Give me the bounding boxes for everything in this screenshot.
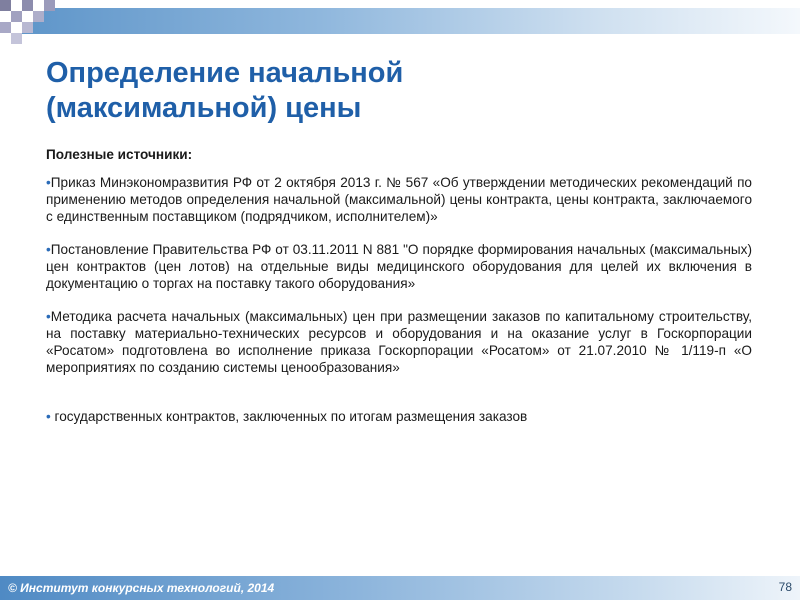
source-item bbox=[46, 241, 752, 292]
decor-square bbox=[11, 22, 22, 33]
slide-content bbox=[46, 146, 752, 441]
source-item bbox=[46, 174, 752, 225]
source-item-text: Методика расчета начальных (максимальных) цен при размещении заказов по капитальному строительству, на поставку материально-технических ресурсов и оборудования и на оказание услуг в Госкорпорации «Росатом» подготовлена во исполнение приказа Госкорпорации «Росатом» от 21.07.2010 № 1/119-п «О мероприятиях по созданию системы ценообразования» bbox=[46, 309, 752, 375]
bullet-icon: • bbox=[46, 309, 51, 324]
decor-square bbox=[11, 0, 22, 11]
decor-square bbox=[0, 0, 11, 11]
decor-square bbox=[11, 11, 22, 22]
decor-square bbox=[0, 22, 11, 33]
slide-title-line-1: Определение начальной bbox=[46, 57, 404, 89]
bullet-icon: • bbox=[46, 175, 51, 190]
decor-square bbox=[0, 33, 11, 44]
footer-band bbox=[0, 576, 800, 600]
bullet-icon: • bbox=[46, 409, 51, 424]
source-item-text: государственных контрактов, заключенных по итогам размещения заказов bbox=[50, 409, 528, 424]
decor-square bbox=[22, 0, 33, 11]
slide-title-line-2: (максимальной) цены bbox=[46, 92, 362, 124]
source-item bbox=[46, 408, 752, 425]
source-item-text: Постановление Правительства РФ от 03.11.2011 N 881 "О порядке формирования начальных (максимальных) цен контрактов (цен лотов) на отдельные виды медицинского оборудования для целей их включения в документацию о торгах на поставку такого оборудования» bbox=[46, 242, 752, 291]
bullet-icon: • bbox=[46, 242, 51, 257]
decor-square bbox=[0, 11, 11, 22]
decor-square bbox=[33, 11, 44, 22]
decor-square bbox=[22, 11, 33, 22]
source-item-text: Приказ Минэкономразвития РФ от 2 октября 2013 г. № 567 «Об утверждении методических рекомендаций по применению методов определения начальной (максимальной) цены контракта, цены контракта, заключаемого с единственным поставщиком (подрядчиком, исполнителем)» bbox=[46, 175, 752, 224]
decor-square bbox=[11, 33, 22, 44]
decor-square bbox=[22, 22, 33, 33]
sources-heading: Полезные источники: bbox=[46, 147, 193, 162]
footer-copyright: © Институт конкурсных технологий, 2014 bbox=[8, 581, 275, 595]
decor-square bbox=[33, 0, 44, 11]
decor-square bbox=[44, 0, 55, 11]
corner-squares-decoration bbox=[0, 0, 70, 50]
source-item bbox=[46, 308, 752, 376]
page-number: 78 bbox=[778, 580, 792, 594]
slide-title bbox=[46, 56, 766, 126]
top-decorative-band bbox=[0, 8, 800, 34]
